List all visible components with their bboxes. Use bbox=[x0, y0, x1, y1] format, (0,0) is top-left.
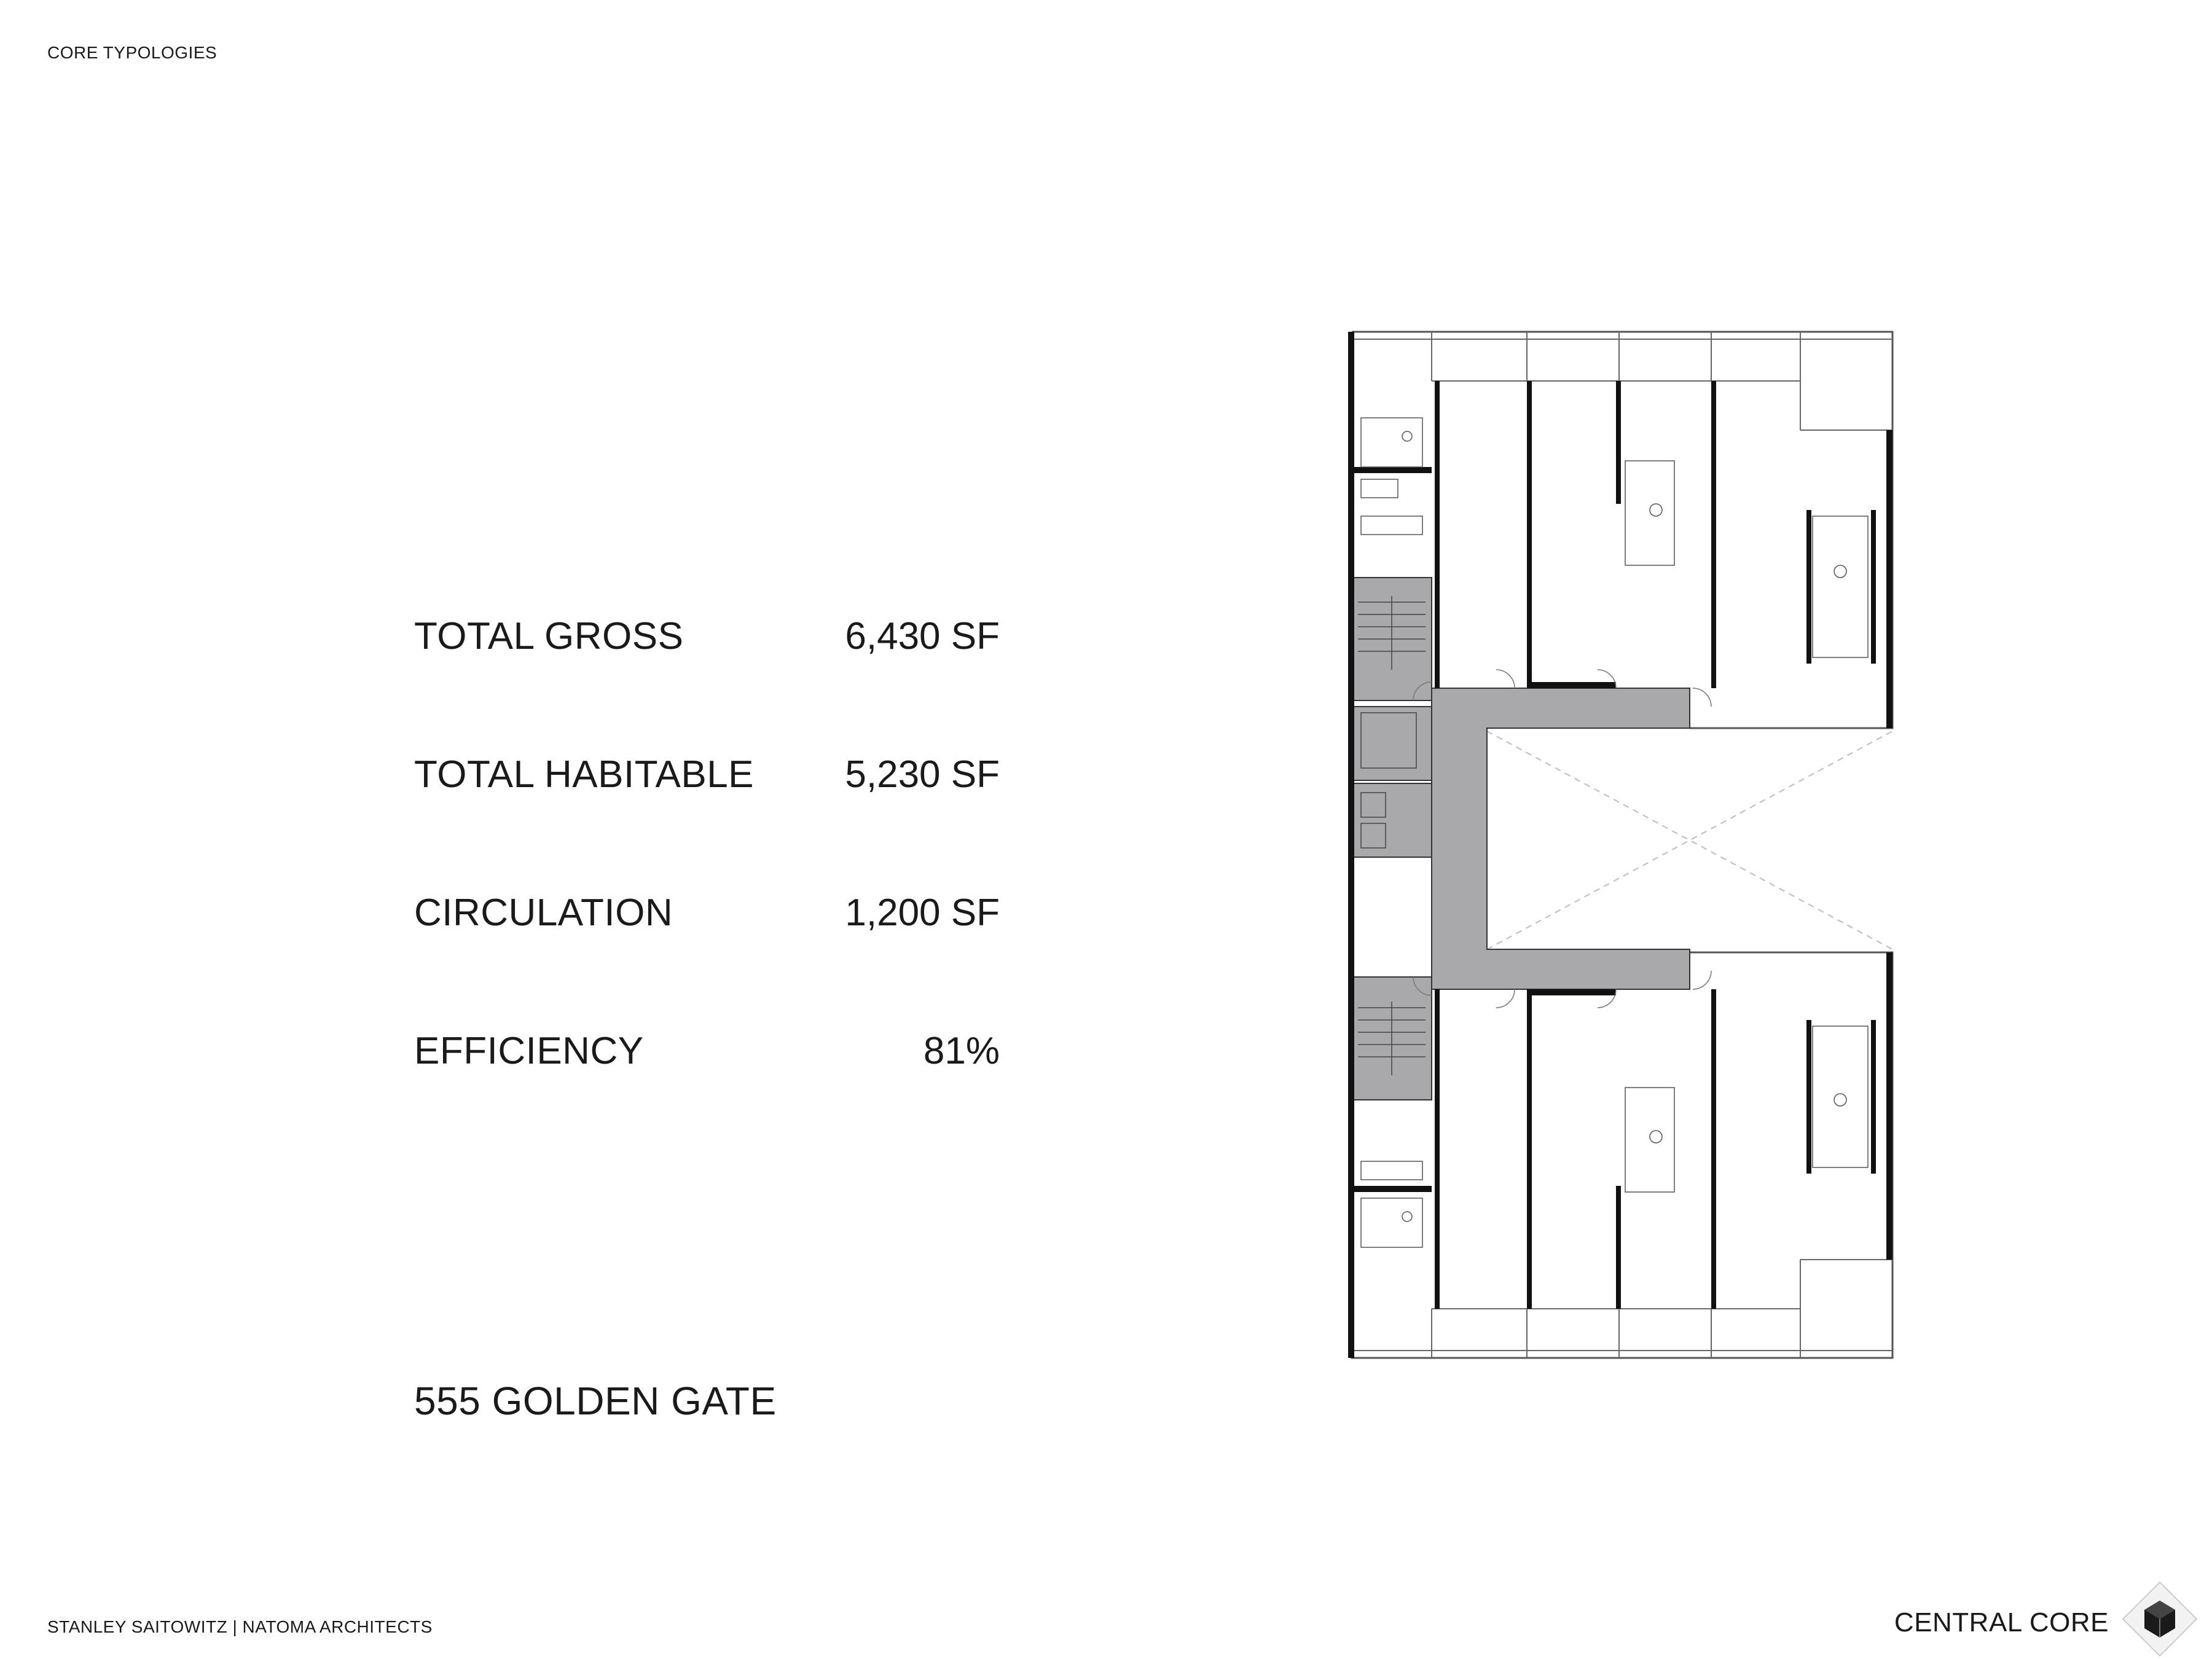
stat-row-circulation bbox=[414, 891, 1029, 1029]
sheet-title: CENTRAL CORE bbox=[1894, 1607, 2109, 1637]
stat-row-total-habitable bbox=[414, 753, 1029, 891]
stat-value: 1,200 SF bbox=[845, 892, 1000, 934]
stat-label: CIRCULATION bbox=[414, 892, 673, 934]
stat-label: TOTAL GROSS bbox=[414, 615, 684, 657]
stat-value: 81% bbox=[923, 1030, 1000, 1072]
stats-table bbox=[414, 614, 1029, 1167]
stat-row-total-gross bbox=[414, 614, 1029, 753]
courtyard bbox=[1487, 731, 1892, 949]
stat-value: 5,230 SF bbox=[845, 753, 1000, 796]
project-name: 555 GOLDEN GATE bbox=[414, 1379, 777, 1423]
stat-label: EFFICIENCY bbox=[414, 1030, 644, 1072]
stat-label: TOTAL HABITABLE bbox=[414, 753, 755, 796]
logo-icon bbox=[2120, 1579, 2200, 1659]
floor-plan bbox=[1346, 326, 1899, 1364]
circulation-corridor bbox=[1352, 578, 1690, 1100]
stat-row-efficiency bbox=[414, 1029, 1029, 1167]
footer-credit: STANLEY SAITOWITZ | NATOMA ARCHITECTS bbox=[47, 1617, 433, 1636]
stat-value: 6,430 SF bbox=[845, 615, 1000, 657]
section-label: CORE TYPOLOGIES bbox=[47, 43, 218, 62]
